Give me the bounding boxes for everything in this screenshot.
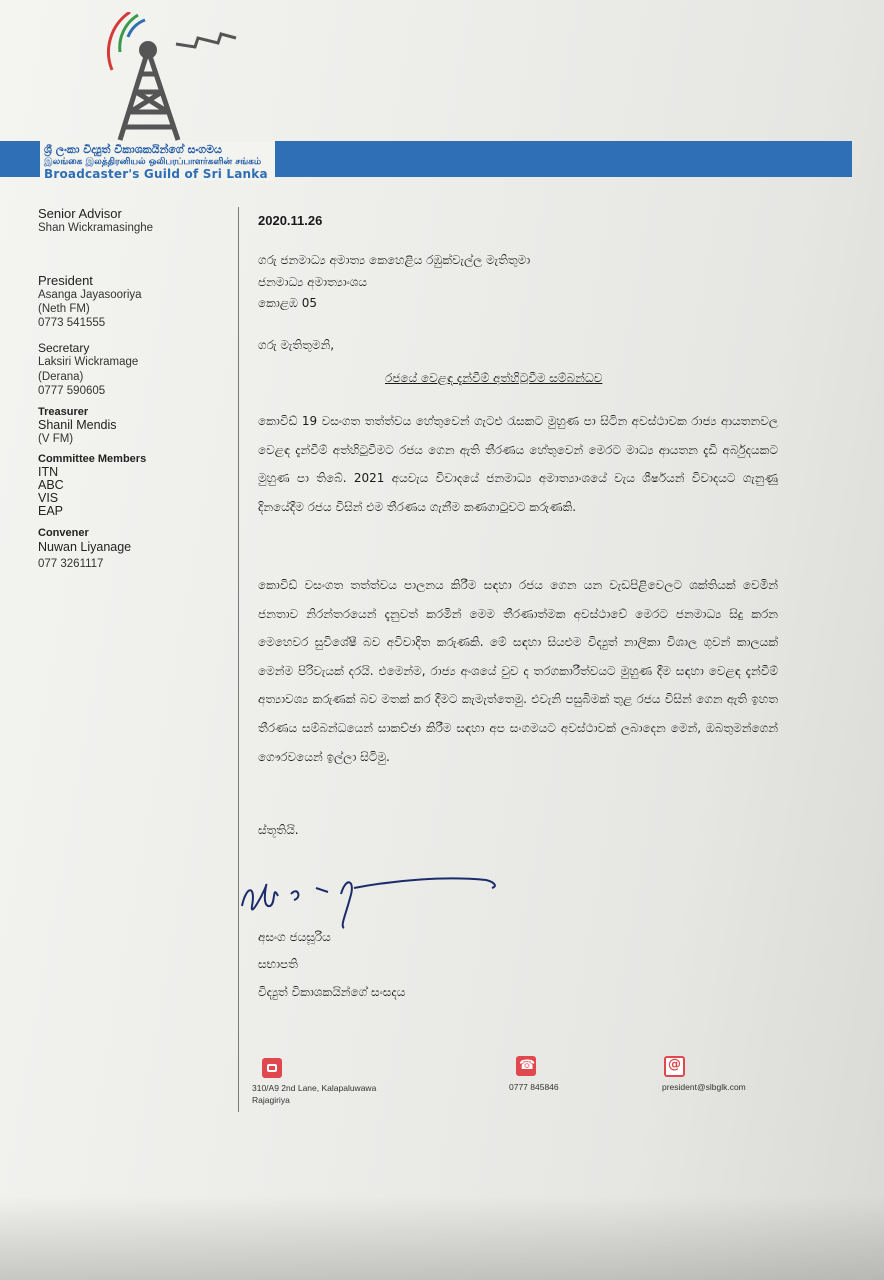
footer-email: president@slbglk.com <box>662 1082 746 1092</box>
footer-address: 310/A9 2nd Lane, Kalapaluwawa <box>252 1083 377 1093</box>
committee-member: EAP <box>38 504 64 518</box>
subject-line: රජයේ වෙළඳ දැන්වීම් අත්හිටුවීම සම්බන්ධව <box>385 371 603 385</box>
committee-title: Committee Members <box>38 453 147 465</box>
committee-member: VIS <box>38 491 59 505</box>
footer-address-city: Rajagiriya <box>252 1095 290 1105</box>
body-paragraph-2: කොවිඩ් වසංගත තත්ත්වය පාලනය කිරීම සඳහා රජය ගෙන යන වැඩපිළිවෙලට ශක්තියක් වෙමින් ජනතාව නිරන්තරයෙන් දැනුවත් කරමින් මෙම තීරණාත්මක අවස්ථාවේ මෙරට ජනමාධ්‍ය සිදු කරන මෙහෙවර සුවිශේෂී බව අවිවාදිත කරුණකි. මේ සඳහා සියළුම විද්‍යුත් නාලිකා විශාල ගුවන් කාලයක් මෙන්ම පිරිවැයක් දරයි. එමෙන්ම, රාජ්‍ය අංශයේ වුව ද තරගකාරීත්වයට මුහුණ දීම සඳහා වෙළඳ දැන්වීම් අත්‍යාවශ්‍ය කරුණක් බව මතක් කර දීමට කැමැත්තෙමු. එවැනි පසුබිමක් තුළ රජය විසින් ගෙන ඇති ඉහත තීරණය සම්බන්ධයෙන් සාකච්ඡා කිරීම සඳහා අප සංගමයට අවස්ථාවක් ලබාදෙන මෙන්, ඔබතුමන්ගෙන් ගෞරවයෙන් ඉල්ලා සිටිමු. <box>258 578 778 764</box>
convener-phone: 077 3261117 <box>38 558 104 570</box>
org-name-sinhala: ශ්‍රී ලංකා විද්‍යුත් විකාශකයින්ගේ සංගමය <box>44 143 222 156</box>
secretary-name: Laksiri Wickramage <box>38 356 139 368</box>
signatory-org: විද්‍යුත් විකාශකයින්ගේ සංසදය <box>258 985 406 999</box>
president-name: Asanga Jayasooriya <box>38 289 142 301</box>
treasurer-org: (V FM) <box>38 433 74 445</box>
treasurer-title: Treasurer <box>38 406 89 418</box>
recipient-line: ගරු ජනමාධ්‍ය අමාත්‍ය කෙහෙළිය රඹුක්වැල්ල මැතිතුමා <box>258 253 531 267</box>
convener-title: Convener <box>38 527 89 539</box>
secretary-phone: 0777 590605 <box>38 385 106 397</box>
radio-tower-logo <box>100 12 240 142</box>
org-name-tamil: இலங்கை இலத்திரனியல் ஒலிபரப்பாளர்களின் சங்கம் <box>44 157 262 167</box>
recipient-line: ජනමාධ්‍ය අමාත්‍යාංශය <box>258 275 367 289</box>
secretary-org: (Derana) <box>38 371 84 383</box>
recipient-line: කොළඹ 05 <box>258 296 317 310</box>
committee-member: ABC <box>38 478 64 492</box>
senior-advisor-name: Shan Wickramasinghe <box>38 222 154 234</box>
convener-name: Nuwan Liyanage <box>38 540 132 554</box>
phone-icon: ☎ <box>516 1056 536 1076</box>
letter-date: 2020.11.26 <box>258 213 323 228</box>
footer-phone: 0777 845846 <box>509 1082 559 1092</box>
body-paragraph-1: කොවිඩ් 19 වසංගත තත්ත්වය හේතුවෙන් ගැටළු රැසකට මුහුණ පා සිටින අවස්ථාවක රාජ්‍ය ආයතනවල වෙළඳ දැන්වීම් අත්හිටුවීමට රජය ගෙන ඇති තීරණය හේතුවෙන් මෙරට මාධ්‍ය ආයතන දැඩි අර්බුදයකට මුහුණ පා තිබේ. 2021 අයවැය විවාදයේ ජනමාධ්‍ය අමාත්‍යාංශයේ වැය ශීර්ෂයන් විවාදයට ගැනුණු දිනයේදීම රජය විසින් එම තීරණය ගැනීම කණගාටුවට කරුණකි. <box>258 414 778 514</box>
signatory-name: අසංග ජයසූරිය <box>258 930 331 944</box>
secretary-title: Secretary <box>38 341 90 355</box>
page-shadow <box>0 1195 884 1280</box>
closing: ස්තූතියි. <box>258 823 299 837</box>
sidebar-divider <box>238 207 239 1112</box>
org-name-english: Broadcaster's Guild of Sri Lanka <box>44 167 268 181</box>
committee-member: ITN <box>38 465 59 479</box>
salutation: ගරු මැතිතුමනි, <box>258 338 335 352</box>
president-phone: 0773 541555 <box>38 317 106 329</box>
president-org: (Neth FM) <box>38 303 90 315</box>
treasurer-name: Shanil Mendis <box>38 418 117 432</box>
senior-advisor-title: Senior Advisor <box>38 206 122 221</box>
at-icon: @ <box>664 1056 685 1077</box>
signature <box>236 866 501 936</box>
president-title: President <box>38 273 93 288</box>
location-icon <box>262 1058 282 1078</box>
signatory-title: සභාපති <box>258 957 298 971</box>
